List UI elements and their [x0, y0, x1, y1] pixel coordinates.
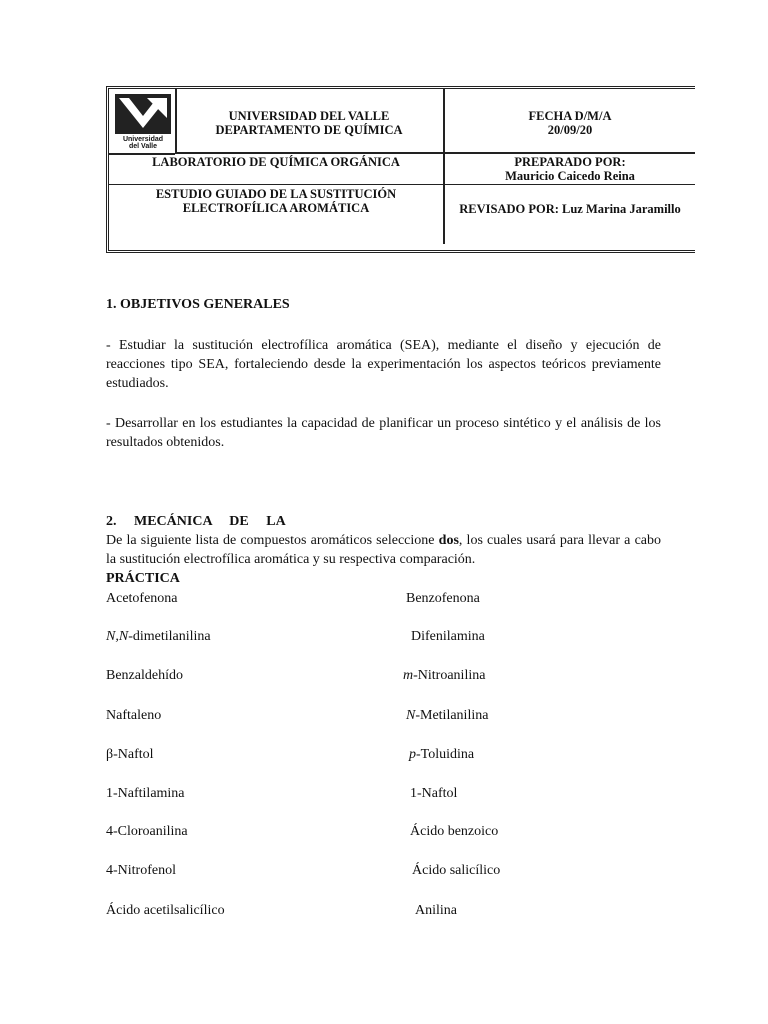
objective-paragraph-2: - Desarrollar en los estudiantes la capacidad de planificar un proceso sintético y el análisis de los resultados obtenidos.: [106, 416, 661, 450]
study-cell: [109, 187, 443, 215]
prepared-cell: [445, 155, 695, 183]
compound-name: -Toluidina: [416, 747, 475, 762]
compound-name: -Metilanilina: [415, 708, 489, 723]
logo-text-line: Universidad: [122, 136, 164, 143]
compound-name: Benzaldehído: [106, 668, 183, 683]
compound-name: Ácido benzoico: [410, 824, 499, 839]
date-cell: [445, 109, 695, 137]
section-2-title-line: 2. MECÁNICA DE LA: [106, 514, 286, 529]
compound-name: Naftaleno: [106, 708, 162, 723]
date-value: 20/09/20: [547, 123, 593, 137]
compound-item: [106, 591, 178, 607]
study-title-line: ESTUDIO GUIADO DE LA SUSTITUCIÓN: [155, 187, 397, 201]
university-name: UNIVERSIDAD DEL VALLE: [228, 109, 390, 123]
logo-mark-icon: [113, 92, 173, 136]
compound-item: [406, 591, 480, 607]
compound-name: β-Naftol: [106, 747, 154, 762]
compound-name: Difenilamina: [411, 629, 485, 644]
compound-name: Benzofenona: [406, 591, 480, 606]
compound-name: Ácido acetilsalicílico: [106, 903, 225, 918]
compound-item: [415, 903, 457, 919]
institution-cell: [175, 109, 443, 137]
instructions-text: , los cuales usará para llevar a cabo la sustitución electrofílica aromática y su respectiva comparación.: [106, 533, 661, 567]
prepared-value: Mauricio Caicedo Reina: [505, 169, 635, 183]
study-title-line: ELECTROFÍLICA AROMÁTICA: [182, 201, 370, 215]
compound-item: [106, 629, 211, 645]
compound-item: [106, 824, 188, 840]
logo-text: [113, 136, 173, 150]
compound-name: -dimetilanilina: [128, 629, 211, 644]
section-1-title: 1. OBJETIVOS GENERALES: [106, 297, 290, 312]
compound-item: [106, 668, 183, 684]
compound-item: [410, 786, 457, 802]
compound-item: [403, 668, 485, 684]
compound-name: Anilina: [415, 903, 457, 918]
compound-item: [410, 824, 498, 840]
objective-paragraph-1: - Estudiar la sustitución electrofílica aromática (SEA), mediante el diseño y ejecución de reacciones tipo SEA, fortaleciendo desde la experimentación los aspectos teóricos previamente estudiados.: [106, 338, 661, 391]
reviewed-by: REVISADO POR: Luz Marina Jaramillo: [459, 202, 681, 216]
compound-item: [411, 629, 485, 645]
instructions-text: De la siguiente lista de compuestos aromáticos seleccione: [106, 533, 439, 548]
reviewed-cell: [445, 202, 695, 216]
instructions-emphasis: dos: [438, 533, 459, 548]
compound-name: 4-Cloroanilina: [106, 824, 188, 839]
compound-name: Ácido salicílico: [412, 863, 501, 878]
compound-name: 4-Nitrofenol: [106, 863, 176, 878]
compound-item: [106, 903, 225, 919]
compound-prefix: N,N: [106, 629, 129, 644]
compound-item: [409, 747, 474, 763]
logo-text-line: del Valle: [128, 143, 158, 150]
compound-item: [106, 786, 185, 802]
compound-name: Acetofenona: [106, 591, 178, 606]
prepared-label: PREPARADO POR:: [514, 155, 626, 169]
lab-cell: [109, 155, 443, 169]
compound-item: [406, 708, 488, 724]
divider: [109, 184, 695, 185]
header-table: [106, 86, 695, 253]
section-2-title-line: PRÁCTICA: [106, 571, 180, 586]
compound-prefix: p: [409, 747, 416, 762]
compound-name: -Nitroanilina: [413, 668, 486, 683]
compound-prefix: N: [406, 708, 416, 723]
instructions-paragraph: [106, 531, 661, 569]
compound-item: [106, 708, 161, 724]
compound-item: [106, 863, 176, 879]
lab-name: LABORATORIO DE QUÍMICA ORGÁNICA: [152, 155, 400, 169]
university-logo: [113, 92, 173, 150]
compound-name: 1-Naftilamina: [106, 786, 185, 801]
compound-prefix: m: [403, 668, 414, 683]
department-name: DEPARTAMENTO DE QUÍMICA: [215, 123, 403, 137]
compound-name: 1-Naftol: [410, 786, 458, 801]
compound-item: [412, 863, 500, 879]
divider: [175, 152, 695, 154]
date-label: FECHA D/M/A: [528, 109, 612, 123]
compound-item: [106, 747, 154, 763]
